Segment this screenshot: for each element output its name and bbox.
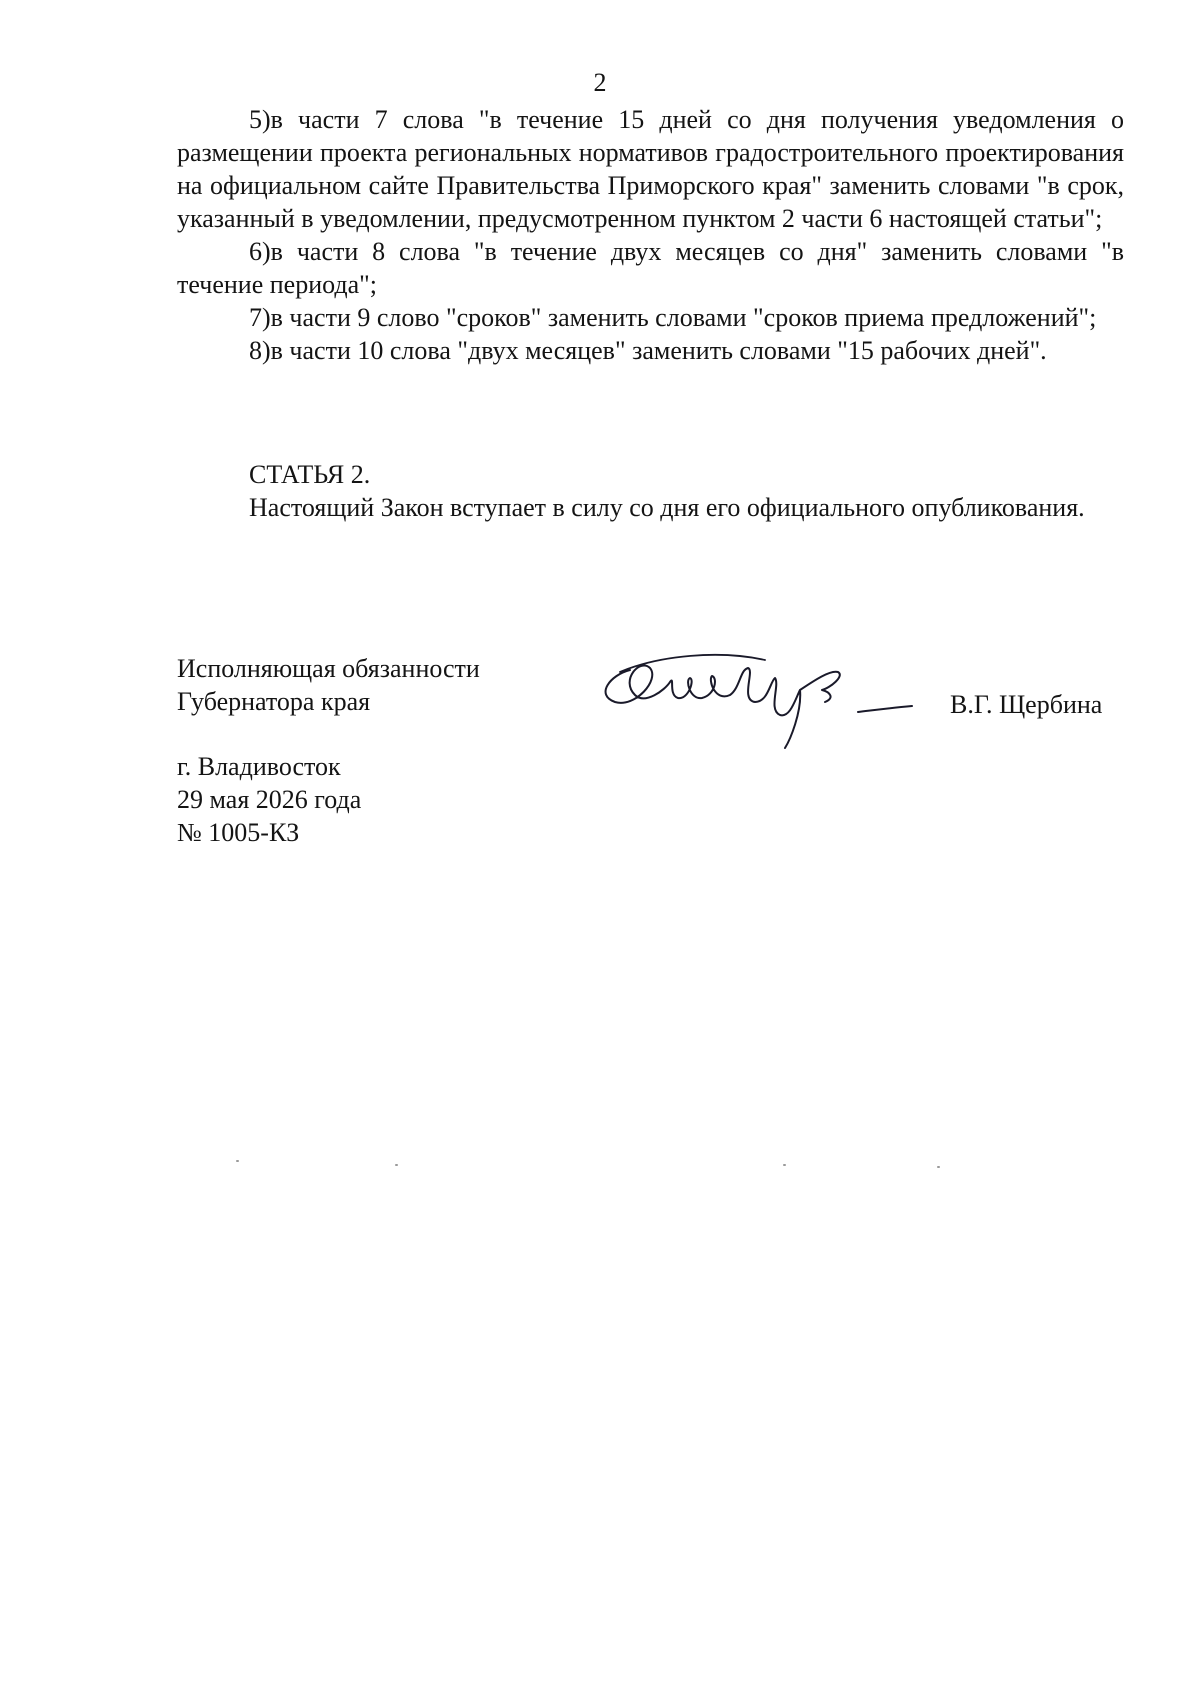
article-2 — [177, 458, 1124, 524]
law-number: № 1005-КЗ — [177, 818, 300, 847]
article-text: Настоящий Закон вступает в силу со дня его официального опубликования. — [249, 493, 1085, 522]
amendments-list — [177, 103, 1124, 367]
position-line-1: Исполняющая обязанности — [177, 654, 480, 683]
document-details — [177, 750, 361, 849]
signatory-position — [177, 652, 480, 718]
position-line-2: Губернатора края — [177, 687, 371, 716]
city: г. Владивосток — [177, 752, 341, 781]
amendment-item-6: 6)в части 8 слова "в течение двух месяцев со дня" заменить словами "в течение периода"; — [177, 237, 1124, 299]
signatory-name: В.Г. Щербина — [950, 690, 1103, 719]
amendment-item-8: 8)в части 10 слова "двух месяцев" заменить словами "15 рабочих дней". — [249, 336, 1047, 365]
amendment-item-7: 7)в части 9 слово "сроков" заменить словами "сроков приема предложений"; — [249, 303, 1097, 332]
page-number: 2 — [593, 68, 607, 97]
amendment-item-5: 5)в части 7 слова "в течение 15 дней со дня получения уведомления о размещении проекта региональных нормативов градостроительного проектирования на официальном сайте Правительства Приморского края" заменить словами "в срок, указанный в уведомлении, предусмотренном пунктом 2 части 6 настоящей статьи"; — [177, 105, 1124, 233]
scan-speck — [937, 1166, 940, 1168]
scan-speck — [395, 1164, 398, 1166]
scan-speck — [236, 1160, 239, 1162]
scan-speck — [783, 1164, 786, 1166]
date: 29 мая 2026 года — [177, 785, 362, 814]
handwritten-signature — [590, 640, 930, 750]
article-heading: СТАТЬЯ 2. — [249, 460, 371, 489]
